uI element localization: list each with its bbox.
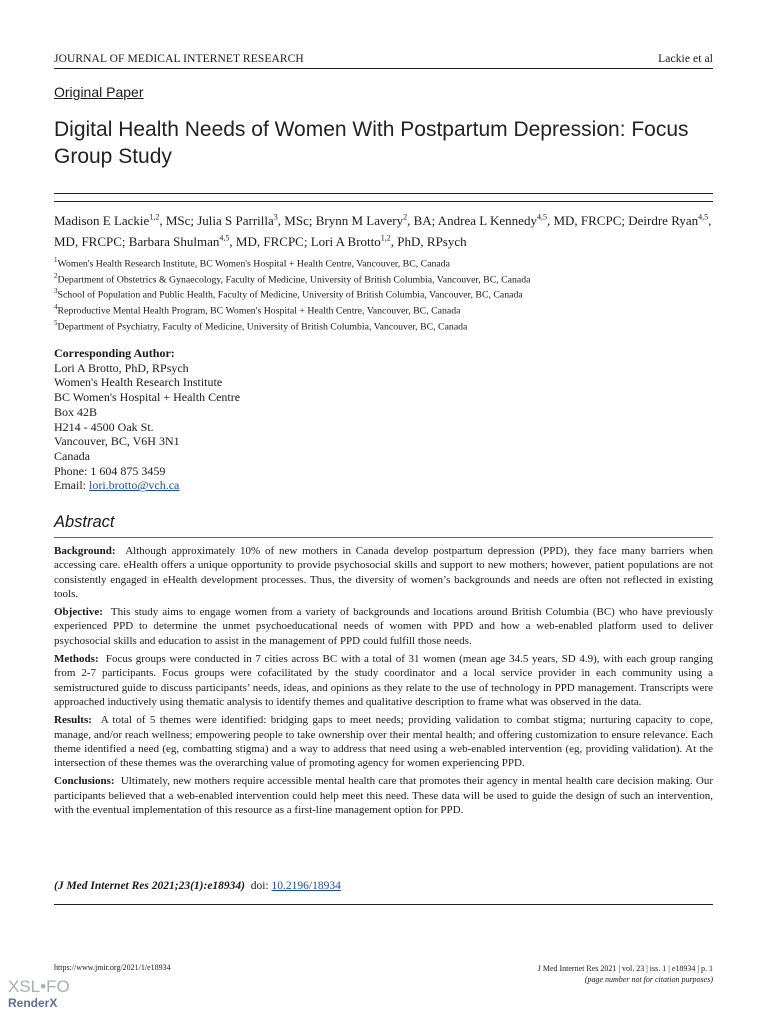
author-affil-marker: 3 <box>273 212 278 222</box>
paper-type: Original Paper <box>54 84 144 100</box>
doi-link[interactable]: 10.2196/18934 <box>271 880 341 892</box>
renderx-logo <box>8 978 70 1009</box>
abstract-section-label: Conclusions: <box>54 775 115 788</box>
affiliation-list <box>54 253 714 331</box>
email-line <box>54 478 240 493</box>
author-name: Deirdre Ryan <box>628 213 699 228</box>
author-degrees: , MD, FRCPC; <box>54 213 712 249</box>
author-affil-marker: 4,5 <box>536 212 547 222</box>
author-affil-marker: 4,5 <box>698 212 709 222</box>
running-author: Lackie et al <box>658 53 713 65</box>
affiliation-text: Department of Psychiatry, Faculty of Medicine, University of British Columbia, Vancouver, BC, Canada <box>57 321 468 333</box>
affiliation <box>54 300 714 316</box>
address-line: Phone: 1 604 875 3459 <box>54 463 166 478</box>
author-degrees: , MD, FRCPC; <box>229 234 311 249</box>
author-name: Barbara Shulman <box>128 234 220 249</box>
footer-url: https://www.jmir.org/2021/1/e18934 <box>54 963 171 972</box>
author-affil-marker: 1,2 <box>149 212 160 222</box>
address-line: Vancouver, BC, V6H 3N1 <box>54 434 180 449</box>
address-line: BC Women's Hospital + Health Centre <box>54 390 241 405</box>
paper-title: Digital Health Needs of Women With Postpartum Depression: Focus Group Study <box>54 118 689 168</box>
author-affil-marker: 4,5 <box>219 233 230 243</box>
affiliation-number: 1 <box>54 256 58 264</box>
abstract-section-text: Ultimately, new mothers require accessible mental health care that promotes their agency in mental health care decision making. Our participants believed that a web-enabled intervention could help meet this need. These data will be used to guide the design of such an intervention, with the eventual implementation of this resource as a first-line management option for PPD. <box>54 775 714 817</box>
abstract-section-text: Focus groups were conducted in 7 cities across BC with a total of 31 women (mean age 34.5 years, SD 4.9), with each group ranging from 2-7 participants. Focus groups were cofacilitated by the study coordinator and a local service provider in each community using a semistructured guide to discuss participants’ needs, ideas, and opinions as they relate to the use of technology in PPD management. Transcripts were approached inductively using thematic analysis to identify themes and qualitative description to frame what was observed in the data. <box>54 653 714 708</box>
doi-label: doi: <box>250 880 269 892</box>
affiliation-text: School of Population and Public Health, Faculty of Medicine, University of British Columbia, Vancouver, BC, Canada <box>57 289 523 301</box>
abstract-section-label: Results: <box>54 714 92 727</box>
author-degrees: , MD, FRCPC; <box>546 213 629 228</box>
journal-name: JOURNAL OF MEDICAL INTERNET RESEARCH <box>54 53 304 65</box>
abstract-section <box>54 544 713 601</box>
author-name: Madison E Lackie <box>54 213 150 228</box>
abstract-section-text: This study aims to engage women from a variety of backgrounds and locations around British Columbia (BC) who have previously experienced PPD to determine the unmet psychoeducational needs of women with PPD and how a web-enabled platform used to deliver psychosocial skills and education to assist in the management of PPD could fulfill those needs. <box>54 606 714 647</box>
footer-info <box>538 963 713 985</box>
citation-rule <box>54 904 713 905</box>
address-line: Box 42B <box>54 404 98 419</box>
affiliation-number: 5 <box>54 318 58 327</box>
affiliation-text: Department of Obstetrics & Gynaecology, Faculty of Medicine, University of British Columbia, Vancouver, BC, Canada <box>57 273 531 285</box>
abstract-heading: Abstract <box>54 513 115 531</box>
affiliation <box>54 253 714 269</box>
author-affil-marker: 2 <box>403 212 408 222</box>
address-line: H214 - 4500 Oak St. <box>54 419 154 434</box>
affiliation <box>54 284 714 300</box>
affiliation-text: Reproductive Mental Health Program, BC Women's Hospital + Health Centre, Vancouver, BC, Canada <box>57 305 461 317</box>
footer-note: (page number not for citation purposes) <box>584 975 713 984</box>
citation-ref: (J Med Internet Res 2021;23(1):e18934) <box>54 880 246 892</box>
title-rule-top <box>54 193 713 194</box>
author-degrees: , MSc; <box>159 213 198 228</box>
xslfo-text: XSL•FO <box>8 977 70 996</box>
author-name: Brynn M Lavery <box>315 213 404 228</box>
corresponding-author <box>54 346 240 493</box>
abstract-section <box>54 774 713 817</box>
abstract-section-label: Objective: <box>54 606 103 619</box>
abstract-section-text: Although approximately 10% of new mothers in Canada develop postpartum depression (PPD), they face many barriers when accessing care. eHealth offers a unique opportunity to provide psychosocial skills and support to new mothers; however, patient populations are not consistently engaged in eHealth development processes. Thus, the diversity of women’s backgrounds and needs are often not reflected in existing tools. <box>54 545 713 600</box>
address-line: Canada <box>54 448 90 463</box>
author-list <box>54 210 714 252</box>
email-link[interactable]: lori.brotto@vch.ca <box>89 478 180 493</box>
abstract-section-label: Methods: <box>54 653 99 666</box>
author-name: Andrea L Kennedy <box>437 213 537 228</box>
abstract-rule <box>54 537 713 538</box>
affiliation <box>54 269 714 285</box>
author-degrees: , BA; <box>407 213 438 228</box>
affiliation-number: 4 <box>54 303 58 312</box>
address-line: Women's Health Research Institute <box>54 375 223 390</box>
address-line: Lori A Brotto, PhD, RPsych <box>54 360 189 375</box>
abstract-section-text: A total of 5 themes were identified: bridging gaps to meet needs; providing validation to combat stigma; nurturing capacity to cope, manage, and/or reach wellness; empowering people to take ownership over their mental health; and offering customization to ensure relevance. Each theme identified a need (eg, combatting stigma) and a way to address that need using a web-enabled intervention (eg, providing validation). At the intersection of these themes was the overarching value of promoting agency for women experiencing PPD. <box>54 714 714 770</box>
affiliation-number: 3 <box>54 287 58 296</box>
running-header <box>54 53 713 65</box>
header-rule <box>54 68 713 69</box>
author-name: Julia S Parrilla <box>197 213 274 228</box>
renderx-text: RenderX <box>8 996 58 1010</box>
abstract-body <box>54 544 713 821</box>
email-label: Email: <box>54 478 89 493</box>
author-name: Lori A Brotto <box>310 234 381 249</box>
author-degrees: , MSc; <box>277 213 316 228</box>
affiliation <box>54 316 714 332</box>
citation-line <box>54 880 341 892</box>
affiliation-text: Women's Health Research Institute, BC Women's Hospital + Health Centre, Vancouver, BC, Canada <box>57 258 451 270</box>
abstract-section-label: Background: <box>54 545 116 557</box>
abstract-section <box>54 652 713 709</box>
title-rule-bottom <box>54 201 713 202</box>
author-degrees: , PhD, RPsych <box>390 234 467 249</box>
abstract-section <box>54 605 713 648</box>
corresponding-address <box>54 361 240 479</box>
author-affil-marker: 1,2 <box>380 233 391 243</box>
abstract-section <box>54 713 713 770</box>
corresponding-label: Corresponding Author: <box>54 346 175 360</box>
footer-journal-info: J Med Internet Res 2021 | vol. 23 | iss. 1 | e18934 | p. 1 <box>537 964 713 973</box>
affiliation-number: 2 <box>54 271 58 280</box>
